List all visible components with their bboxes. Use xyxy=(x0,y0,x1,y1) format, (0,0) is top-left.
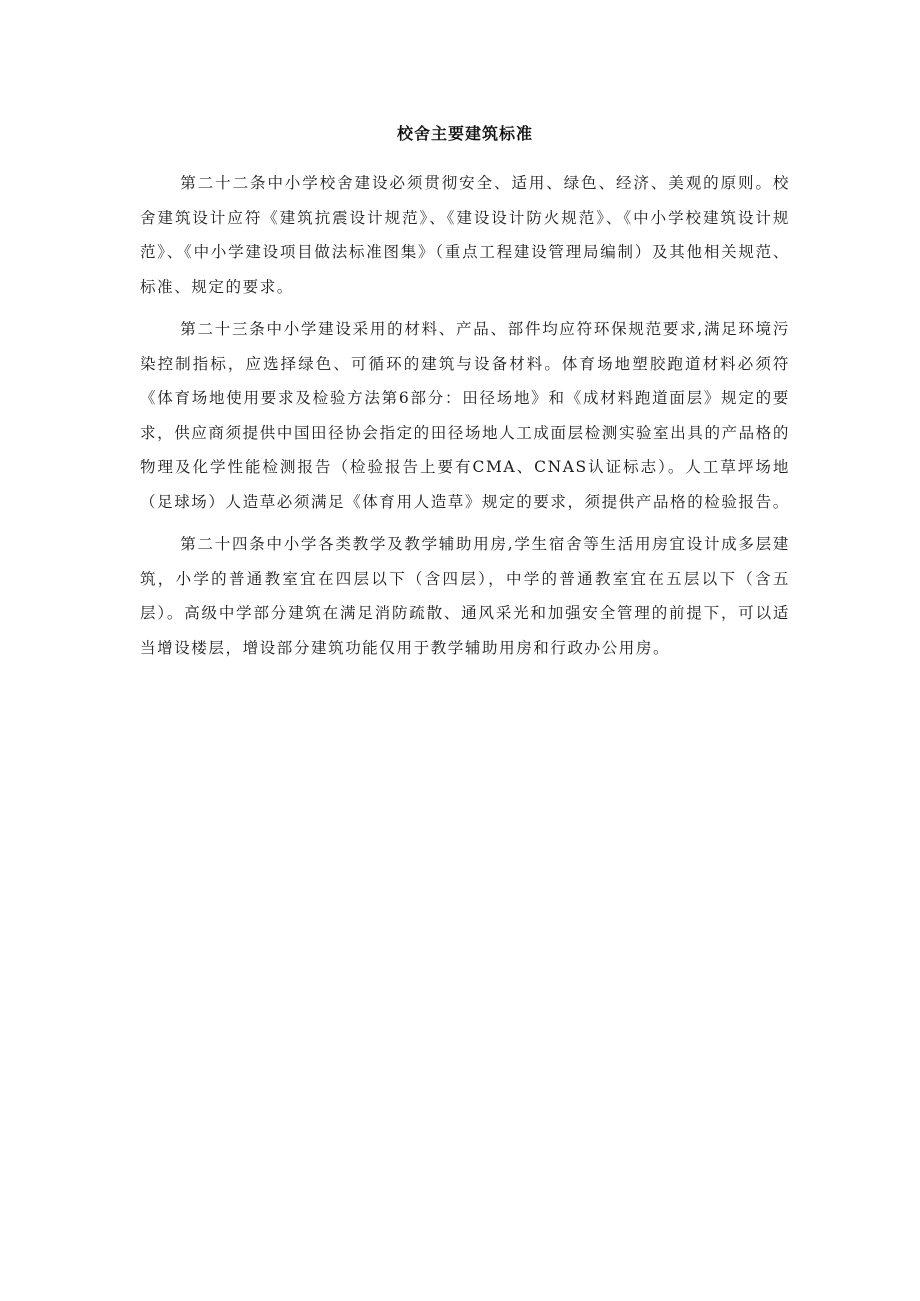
article-24-paragraph: 第二十四条中小学各类教学及教学辅助用房,学生宿舍等生活用房宜设计成多层建筑，小学的普通教室宜在四层以下（含四层），中学的普通教室宜在五层以下（含五层）。高级中学部分建筑在满足消防疏散、通风采光和加强安全管理的前提下，可以适当增设楼层，增设部分建筑功能仅用于教学辅助用房和行政办公用房。 xyxy=(140,535,790,657)
article-23-paragraph: 第二十三条中小学建设采用的材料、产品、部件均应符环保规范要求,满足环境污染控制指标，应选择绿色、可循环的建筑与设备材料。体育场地塑胶跑道材料必须符《体育场地使用要求及检验方法第6部分：田径场地》和《成材料跑道面层》规定的要求，供应商须提供中国田径协会指定的田径场地人工成面层检测实验室出具的产品格的物理及化学性能检测报告（检验报告上要有CMA、CNAS认证标志）。人工草坪场地（足球场）人造草必须满足《体育用人造草》规定的要求，须提供产品格的检验报告。 xyxy=(140,320,790,511)
document-title: 校舍主要建筑标准 xyxy=(396,124,533,143)
document-body xyxy=(140,118,790,673)
article-22-paragraph: 第二十二条中小学校舍建设必须贯彻安全、适用、绿色、经济、美观的原则。校舍建筑设计应符《建筑抗震设计规范》、《建设设计防火规范》、《中小学校建筑设计规范》、《中小学建设项目做法标准图集》（重点工程建设管理局编制）及其他相关规范、标准、规定的要求。 xyxy=(140,174,790,296)
